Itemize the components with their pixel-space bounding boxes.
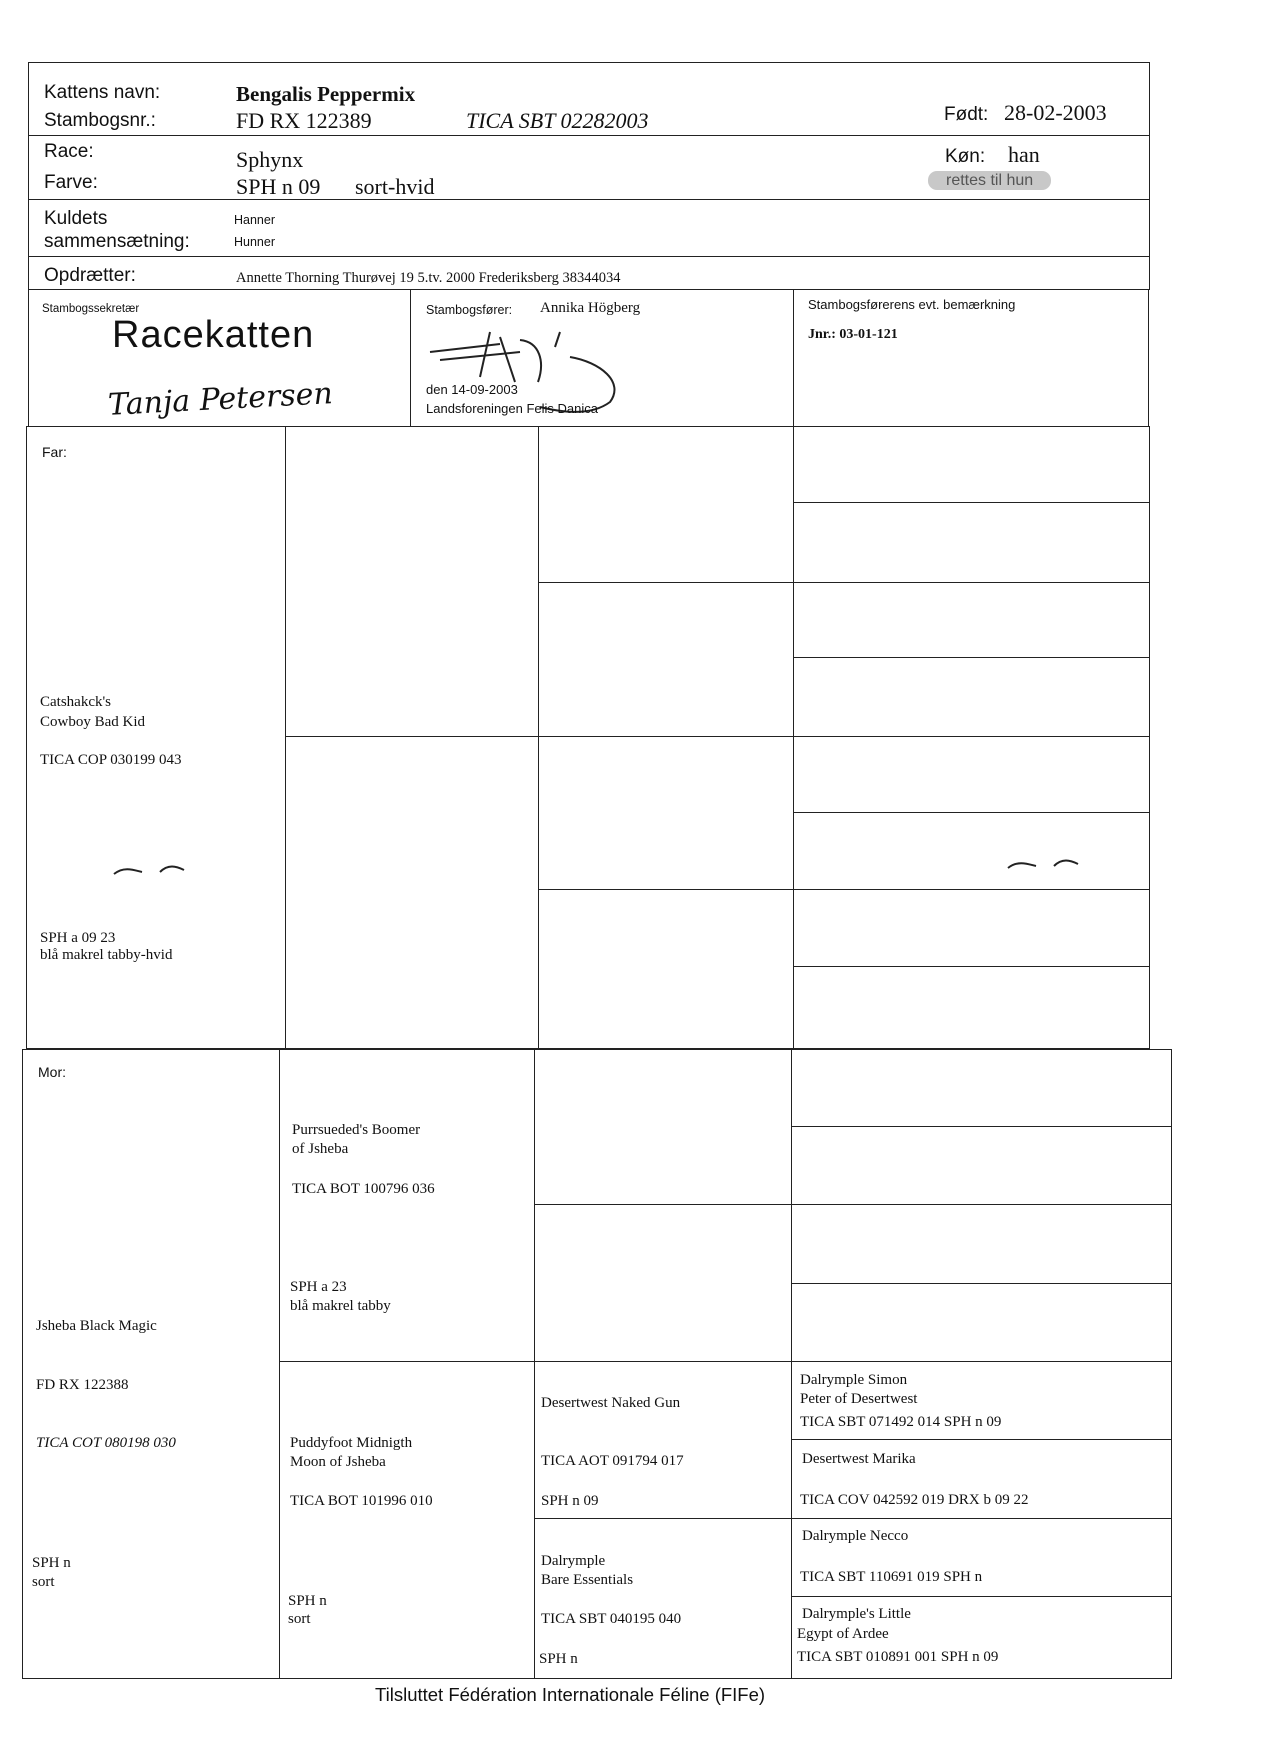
mgm-name-2: Moon of Jsheba xyxy=(290,1454,386,1470)
mgrid-row-p xyxy=(279,1361,1172,1362)
gg-dam-code: SPH n xyxy=(539,1651,578,1667)
females-label: Hunner xyxy=(234,235,275,249)
mgrid-row-ggp-4 xyxy=(791,1596,1172,1597)
keeper-name: Annika Högberg xyxy=(540,300,641,316)
ggg-1-line2: Peter of Desertwest xyxy=(800,1391,918,1407)
gg-sire-code: SPH n 09 xyxy=(541,1493,599,1509)
mgrid-row-gp-1 xyxy=(534,1204,1172,1205)
color-label: Farve: xyxy=(44,172,98,193)
grid-row-ggp-4 xyxy=(793,966,1150,967)
gg-dam-name-2: Bare Essentials xyxy=(541,1572,634,1588)
keeper-label: Stambogsfører: xyxy=(426,303,513,317)
grid-row-gp-2 xyxy=(538,889,1150,890)
ggp-mark-icon xyxy=(1006,856,1086,876)
reg-label: Stambogsnr.: xyxy=(44,110,156,131)
pedigree-frame xyxy=(26,426,1150,1049)
reg-number: FD RX 122389 xyxy=(236,108,372,133)
ggg-4-line2: Egypt of Ardee xyxy=(797,1626,889,1642)
gg-dam-name-1: Dalrymple xyxy=(541,1553,606,1569)
sex-label: Køn: xyxy=(945,146,986,167)
ggg-2-line3: TICA COV 042592 019 DRX b 09 22 xyxy=(800,1492,1029,1508)
secretary-label: Stambogssekretær xyxy=(42,303,140,315)
mother-code: SPH n xyxy=(32,1555,71,1571)
sig-divider-1 xyxy=(410,290,411,426)
gg-dam-reg: TICA SBT 040195 040 xyxy=(541,1611,682,1627)
color-code: SPH n 09 xyxy=(236,174,321,199)
grid-row-p xyxy=(285,736,1150,737)
ggg-4-line3: TICA SBT 010891 001 SPH n 09 xyxy=(797,1649,999,1665)
race-label: Race: xyxy=(44,141,94,162)
grid-col-3 xyxy=(793,426,794,1049)
mgf-reg: TICA BOT 100796 036 xyxy=(292,1181,435,1197)
mother-reg-1: FD RX 122388 xyxy=(36,1377,129,1393)
grid-row-ggp-2 xyxy=(793,657,1150,658)
mother-label: Mor: xyxy=(38,1064,66,1080)
sex-value: han xyxy=(1008,142,1040,167)
ggg-4-line1: Dalrymple's Little xyxy=(802,1606,911,1622)
mgrid-col-3 xyxy=(791,1049,792,1679)
ggg-1-line3: TICA SBT 071492 014 SPH n 09 xyxy=(800,1414,1002,1430)
gg-sire-reg: TICA AOT 091794 017 xyxy=(541,1453,684,1469)
mgrid-row-ggp-1 xyxy=(791,1126,1172,1127)
cat-name: Bengalis Peppermix xyxy=(236,82,416,106)
color-name: sort-hvid xyxy=(355,174,435,199)
ggg-3-line3: TICA SBT 110691 019 SPH n xyxy=(800,1569,983,1585)
sig-divider-2 xyxy=(793,290,794,426)
mgf-color: blå makrel tabby xyxy=(290,1298,391,1314)
grid-row-ggp-1 xyxy=(793,502,1150,503)
breeder-label: Opdrætter: xyxy=(44,265,136,286)
gg-sire-name: Desertwest Naked Gun xyxy=(541,1395,681,1411)
father-color: blå makrel tabby-hvid xyxy=(40,947,173,963)
correction-badge: rettes til hun xyxy=(928,171,1051,190)
federation-name: Landsforeningen Felis Danica xyxy=(426,401,598,416)
born-label: Født: xyxy=(944,104,989,125)
mgm-code: SPH n xyxy=(288,1593,327,1609)
males-label: Hanner xyxy=(234,213,275,227)
grid-col-2 xyxy=(538,426,539,1049)
mgrid-row-ggp-2 xyxy=(791,1283,1172,1284)
mother-reg-2: TICA COT 080198 030 xyxy=(36,1435,176,1451)
litter-label-1: Kuldets xyxy=(44,208,108,229)
secretary-org-stamp: Racekatten xyxy=(112,314,315,356)
ggg-2-line1: Desertwest Marika xyxy=(802,1451,916,1467)
mgf-name-1: Purrsueded's Boomer xyxy=(292,1122,421,1138)
race-value: Sphynx xyxy=(236,147,304,172)
father-mark-icon xyxy=(112,862,192,882)
mgm-color: sort xyxy=(288,1611,311,1627)
mgrid-row-gp-2 xyxy=(534,1518,1172,1519)
grid-col-1 xyxy=(285,426,286,1049)
secretary-signature: Tanja Petersen xyxy=(107,376,334,423)
litter-label-2: sammensætning: xyxy=(44,231,190,252)
father-name-2: Cowboy Bad Kid xyxy=(40,714,145,730)
header-divider-2 xyxy=(28,199,1150,200)
mgrid-col-2 xyxy=(534,1049,535,1679)
mgf-code: SPH a 23 xyxy=(290,1279,347,1295)
grid-row-gp-1 xyxy=(538,582,1150,583)
mgrid-row-ggp-3 xyxy=(791,1439,1172,1440)
father-code: SPH a 09 23 xyxy=(40,930,116,946)
ggg-3-line1: Dalrymple Necco xyxy=(802,1528,909,1544)
born-date: 28-02-2003 xyxy=(1004,100,1107,125)
mother-name: Jsheba Black Magic xyxy=(36,1318,157,1334)
sig-right-edge xyxy=(1148,290,1149,426)
header-divider-3 xyxy=(28,256,1150,257)
grid-row-ggp-3 xyxy=(793,812,1150,813)
mgm-name-1: Puddyfoot Midnigth xyxy=(290,1435,413,1451)
mgm-reg: TICA BOT 101996 010 xyxy=(290,1493,433,1509)
father-label: Far: xyxy=(42,444,67,460)
footer-text: Tilsluttet Fédération Internationale Féline (FIFe) xyxy=(375,1684,766,1705)
ggg-1-line1: Dalrymple Simon xyxy=(800,1372,908,1388)
journal-number: Jnr.: 03-01-121 xyxy=(808,327,898,342)
mgf-name-2: of Jsheba xyxy=(292,1141,349,1157)
mother-color: sort xyxy=(32,1574,55,1590)
mgrid-col-1 xyxy=(279,1049,280,1679)
sign-date: den 14-09-2003 xyxy=(426,382,518,397)
name-label: Kattens navn: xyxy=(44,82,161,103)
remarks-label: Stambogsførerens evt. bemærkning xyxy=(808,297,1016,312)
father-name-1: Catshakck's xyxy=(40,694,112,710)
father-reg: TICA COP 030199 043 xyxy=(40,752,182,768)
header-divider-1 xyxy=(28,135,1150,136)
sig-left-edge xyxy=(28,290,29,426)
breeder-value: Annette Thorning Thurøvej 19 5.tv. 2000 Frederiksberg 38344034 xyxy=(236,270,621,286)
tica-number: TICA SBT 02282003 xyxy=(466,108,649,133)
